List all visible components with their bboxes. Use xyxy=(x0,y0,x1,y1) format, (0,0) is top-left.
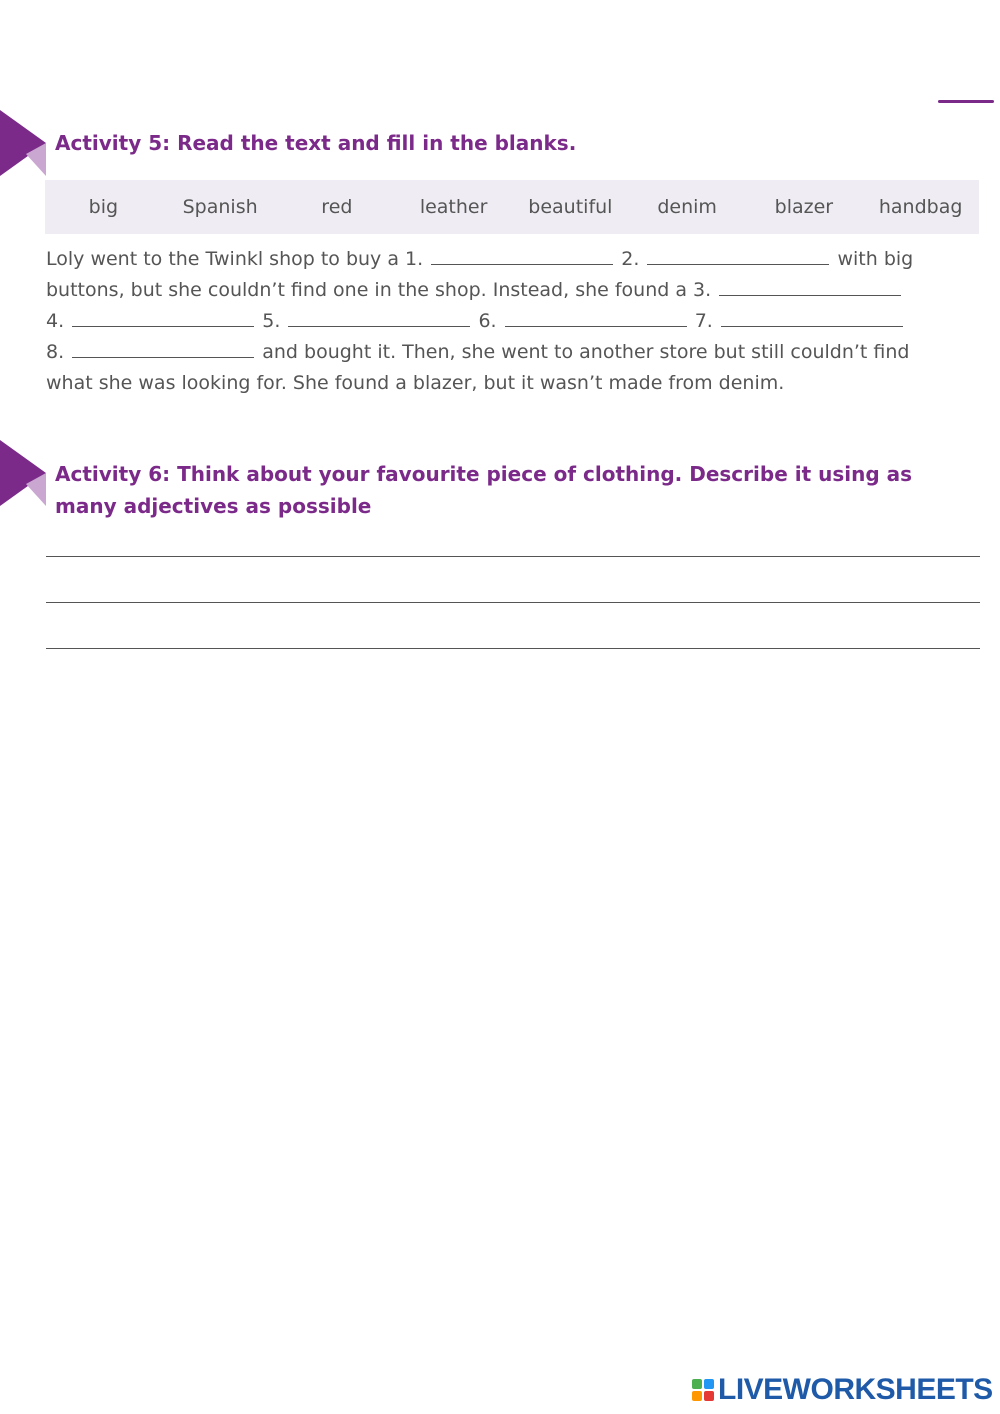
passage-text: what she was looking for. She found a blazer, but it wasn’t made from denim. xyxy=(46,372,785,394)
word-bank-item: red xyxy=(321,196,353,218)
passage-text: and bought it. Then, she went to another store but still couldn’t find xyxy=(262,341,910,363)
passage-text: 8. xyxy=(46,341,65,363)
passage-text: 6. xyxy=(478,310,497,332)
passage-text: with big xyxy=(837,248,914,270)
passage-text: 4. xyxy=(46,310,65,332)
passage-text: buttons, but she couldn’t find one in the shop. Instead, she found a 3. xyxy=(46,279,712,301)
answer-line-3[interactable] xyxy=(46,648,980,649)
word-bank-item: Spanish xyxy=(182,196,258,218)
passage-text: 5. xyxy=(262,310,281,332)
word-bank-item: big xyxy=(88,196,119,218)
blank-6[interactable] xyxy=(505,308,687,327)
liveworksheets-logo xyxy=(692,1374,993,1406)
section-marker-icon xyxy=(0,110,50,176)
blank-3[interactable] xyxy=(719,277,901,296)
activity-6-heading: Activity 6: Think about your favourite piece of clothing. Describe it using as many adjectives as possible xyxy=(55,462,913,518)
answer-line-1[interactable] xyxy=(46,556,980,557)
section-marker-icon xyxy=(0,440,50,506)
blank-4[interactable] xyxy=(72,308,254,327)
passage-text: 2. xyxy=(621,248,640,270)
word-bank-item: handbag xyxy=(878,196,963,218)
passage-text: 7. xyxy=(694,310,713,332)
word-bank xyxy=(45,180,979,234)
blank-1[interactable] xyxy=(431,246,613,265)
blank-8[interactable] xyxy=(72,339,254,358)
word-bank-item: blazer xyxy=(774,196,834,218)
activity-5-heading: Activity 5: Read the text and fill in the blanks. xyxy=(55,131,577,155)
blank-2[interactable] xyxy=(647,246,829,265)
passage-text: Loly went to the Twinkl shop to buy a 1. xyxy=(46,248,424,270)
corner-accent-line xyxy=(938,100,994,103)
fill-in-passage xyxy=(46,244,986,399)
word-bank-item: denim xyxy=(657,196,717,218)
word-bank-item: beautiful xyxy=(528,196,613,218)
answer-line-2[interactable] xyxy=(46,602,980,603)
blank-7[interactable] xyxy=(721,308,903,327)
liveworksheets-logo-icon xyxy=(692,1379,714,1401)
brand-name: LIVEWORKSHEETS xyxy=(718,1373,993,1406)
word-bank-item: leather xyxy=(419,196,488,218)
blank-5[interactable] xyxy=(288,308,470,327)
